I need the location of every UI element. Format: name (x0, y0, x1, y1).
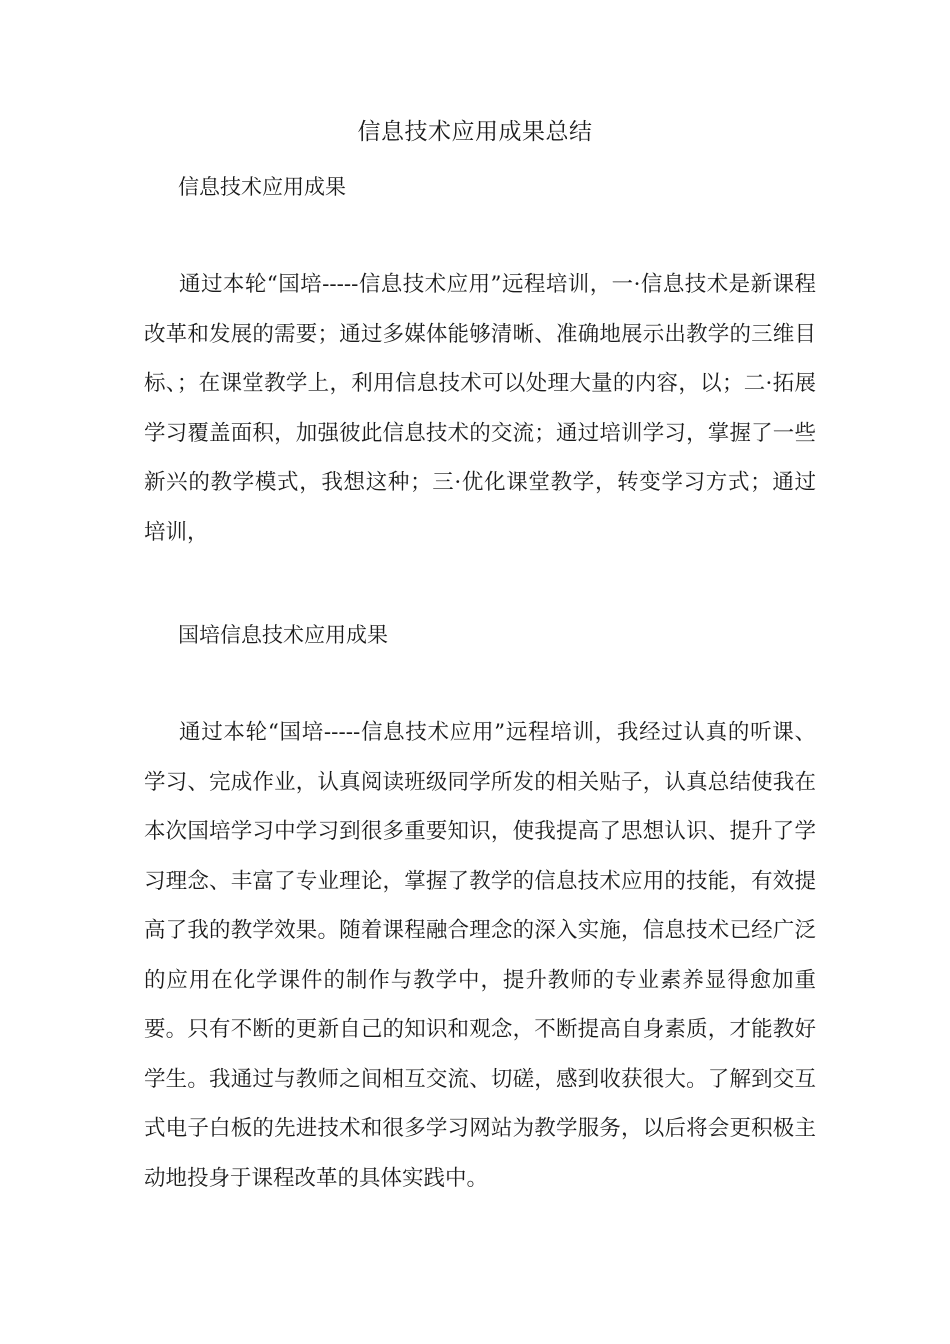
section-heading: 信息技术应用成果 (178, 175, 346, 199)
section-paragraph: 通过本轮“国培-----信息技术应用”远程培训，我经过认真的听课、学习、完成作业，认真阅读班级同学所发的相关贴子，认真总结使我在本次国培学习中学习到很多重要知识，使我提高了思想认识、提升了学习理念、丰富了专业理论，掌握了教学的信息技术应用的技能，有效提高了我的教学效果。随着课程融合理念的深入实施，信息技术已经广泛的应用在化学课件的制作与教学中，提升教师的专业素养显得愈加重要。只有不断的更新自己的知识和观念，不断提高自身素质，才能教好学生。我通过与教师之间相互交流、切磋，感到收获很大。了解到交互式电子白板的先进技术和很多学习网站为教学服务，以后将会更积极主动地投身于课程改革的具体实践中。 (144, 720, 816, 1191)
document-title: 信息技术应用成果总结 (357, 119, 593, 145)
section-paragraph: 通过本轮“国培-----信息技术应用”远程培训，一·信息技术是新课程改革和发展的需要；通过多媒体能够清晰、准确地展示出教学的三维目标、；在课堂教学上，利用信息技术可以处理大量的内容，以；二·拓展学习覆盖面积，加强彼此信息技术的交流；通过培训学习，掌握了一些新兴的教学模式，我想这种；三·优化课堂教学，转变学习方式；通过培训， (144, 272, 816, 545)
section-heading: 国培信息技术应用成果 (178, 623, 388, 647)
